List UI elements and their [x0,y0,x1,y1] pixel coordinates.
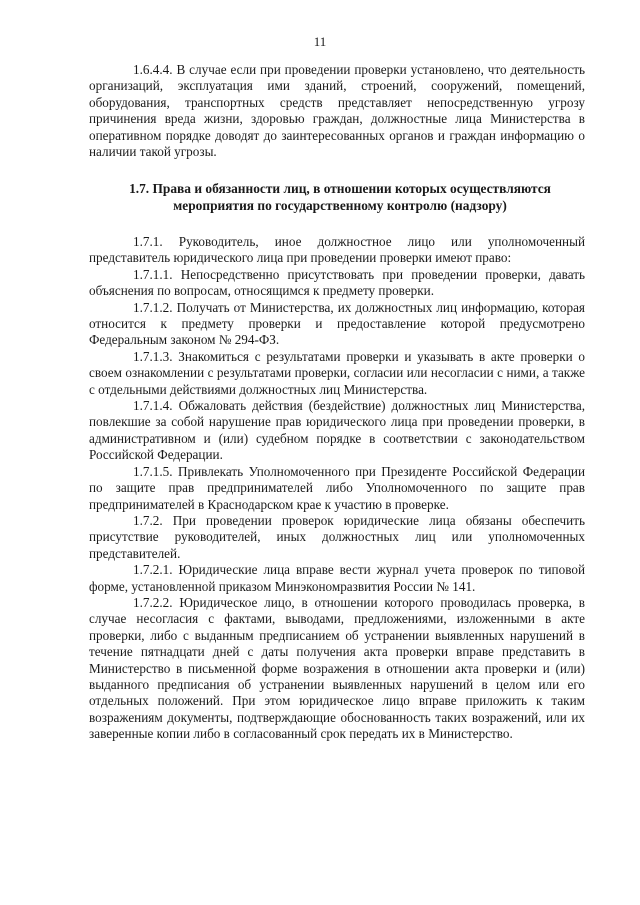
page-number: 11 [313,34,327,49]
paragraph-1-7-1-1: 1.7.1.1. Непосредственно присутствовать при проведении проверки, давать объяснения по вопросам, относящимся к предмету проверки. [89,266,585,299]
paragraph-1-7-1-4: 1.7.1.4. Обжаловать действия (бездействие) должностных лиц Министерства, повлекшие за собой нарушение прав юридического лица при проведении проверки, в административном и (или) судебном порядке в соответствии с законодательством Российской Федерации. [89,398,585,463]
paragraph-1-7-1-2: 1.7.1.2. Получать от Министерства, их должностных лиц информацию, которая относится к предмету проверки и предоставление которой предусмотрено Федеральным законом № 294-ФЗ. [89,299,585,348]
paragraph-1-7-1-5: 1.7.1.5. Привлекать Уполномоченного при Президенте Российской Федерации по защите прав предпринимателей либо Уполномоченного по защите прав предпринимателей в Краснодарском крае к участию в проверке. [89,463,585,512]
paragraph-1-7-2-2: 1.7.2.2. Юридическое лицо, в отношении которого проводилась проверка, в случае несогласия с фактами, выводами, предложениями, изложенными в акте проверки, либо с выданным предписанием об устранении выявленных нарушений в течение пятнадцати дней с даты получения акта проверки вправе представить в Министерство в письменной форме возражения в отношении акта проверки и (или) выданного предписания об устранении выявленных нарушений в целом или его отдельных положений. При этом юридическое лицо вправе приложить к таким возражениям документы, подтверждающие обоснованность таких возражений, или их заверенные копии либо в согласованный срок передать их в Министерство. [89,594,585,742]
paragraph-1-7-2: 1.7.2. При проведении проверок юридические лица обязаны обеспечить присутствие руководителей, иных должностных лиц или уполномоченных представителей. [89,512,585,561]
paragraph-1-7-1: 1.7.1. Руководитель, иное должностное лицо или уполномоченный представитель юридического лица при проведении проверки имеют право: [89,234,585,266]
paragraph-1-6-4-4: 1.6.4.4. В случае если при проведении проверки установлено, что деятельность организаций, эксплуатация ими зданий, строений, сооружений, помещений, оборудования, транспортных средств представляет непосредственную угрозу причинения вреда жизни, здоровью граждан, должностные лица Министерства в оперативном порядке доводят до заинтересованных органов и граждан информацию о наличии такой угрозы. [89,62,585,160]
paragraph-1-7-2-1: 1.7.2.1. Юридические лица вправе вести журнал учета проверок по типовой форме, установленной приказом Минэкономразвития России № 141. [89,562,585,594]
intro-block [89,62,585,160]
section-body [89,234,585,743]
paragraph-1-7-1-3: 1.7.1.3. Знакомиться с результатами проверки и указывать в акте проверки о своем ознакомлении с результатами проверки, согласии или несогласии с ними, а также с отдельными действиями должностных лиц Министерства. [89,348,585,397]
section-title: 1.7. Права и обязанности лиц, в отношении которых осуществляются мероприятия по государственному контролю (надзору) [129,181,551,213]
